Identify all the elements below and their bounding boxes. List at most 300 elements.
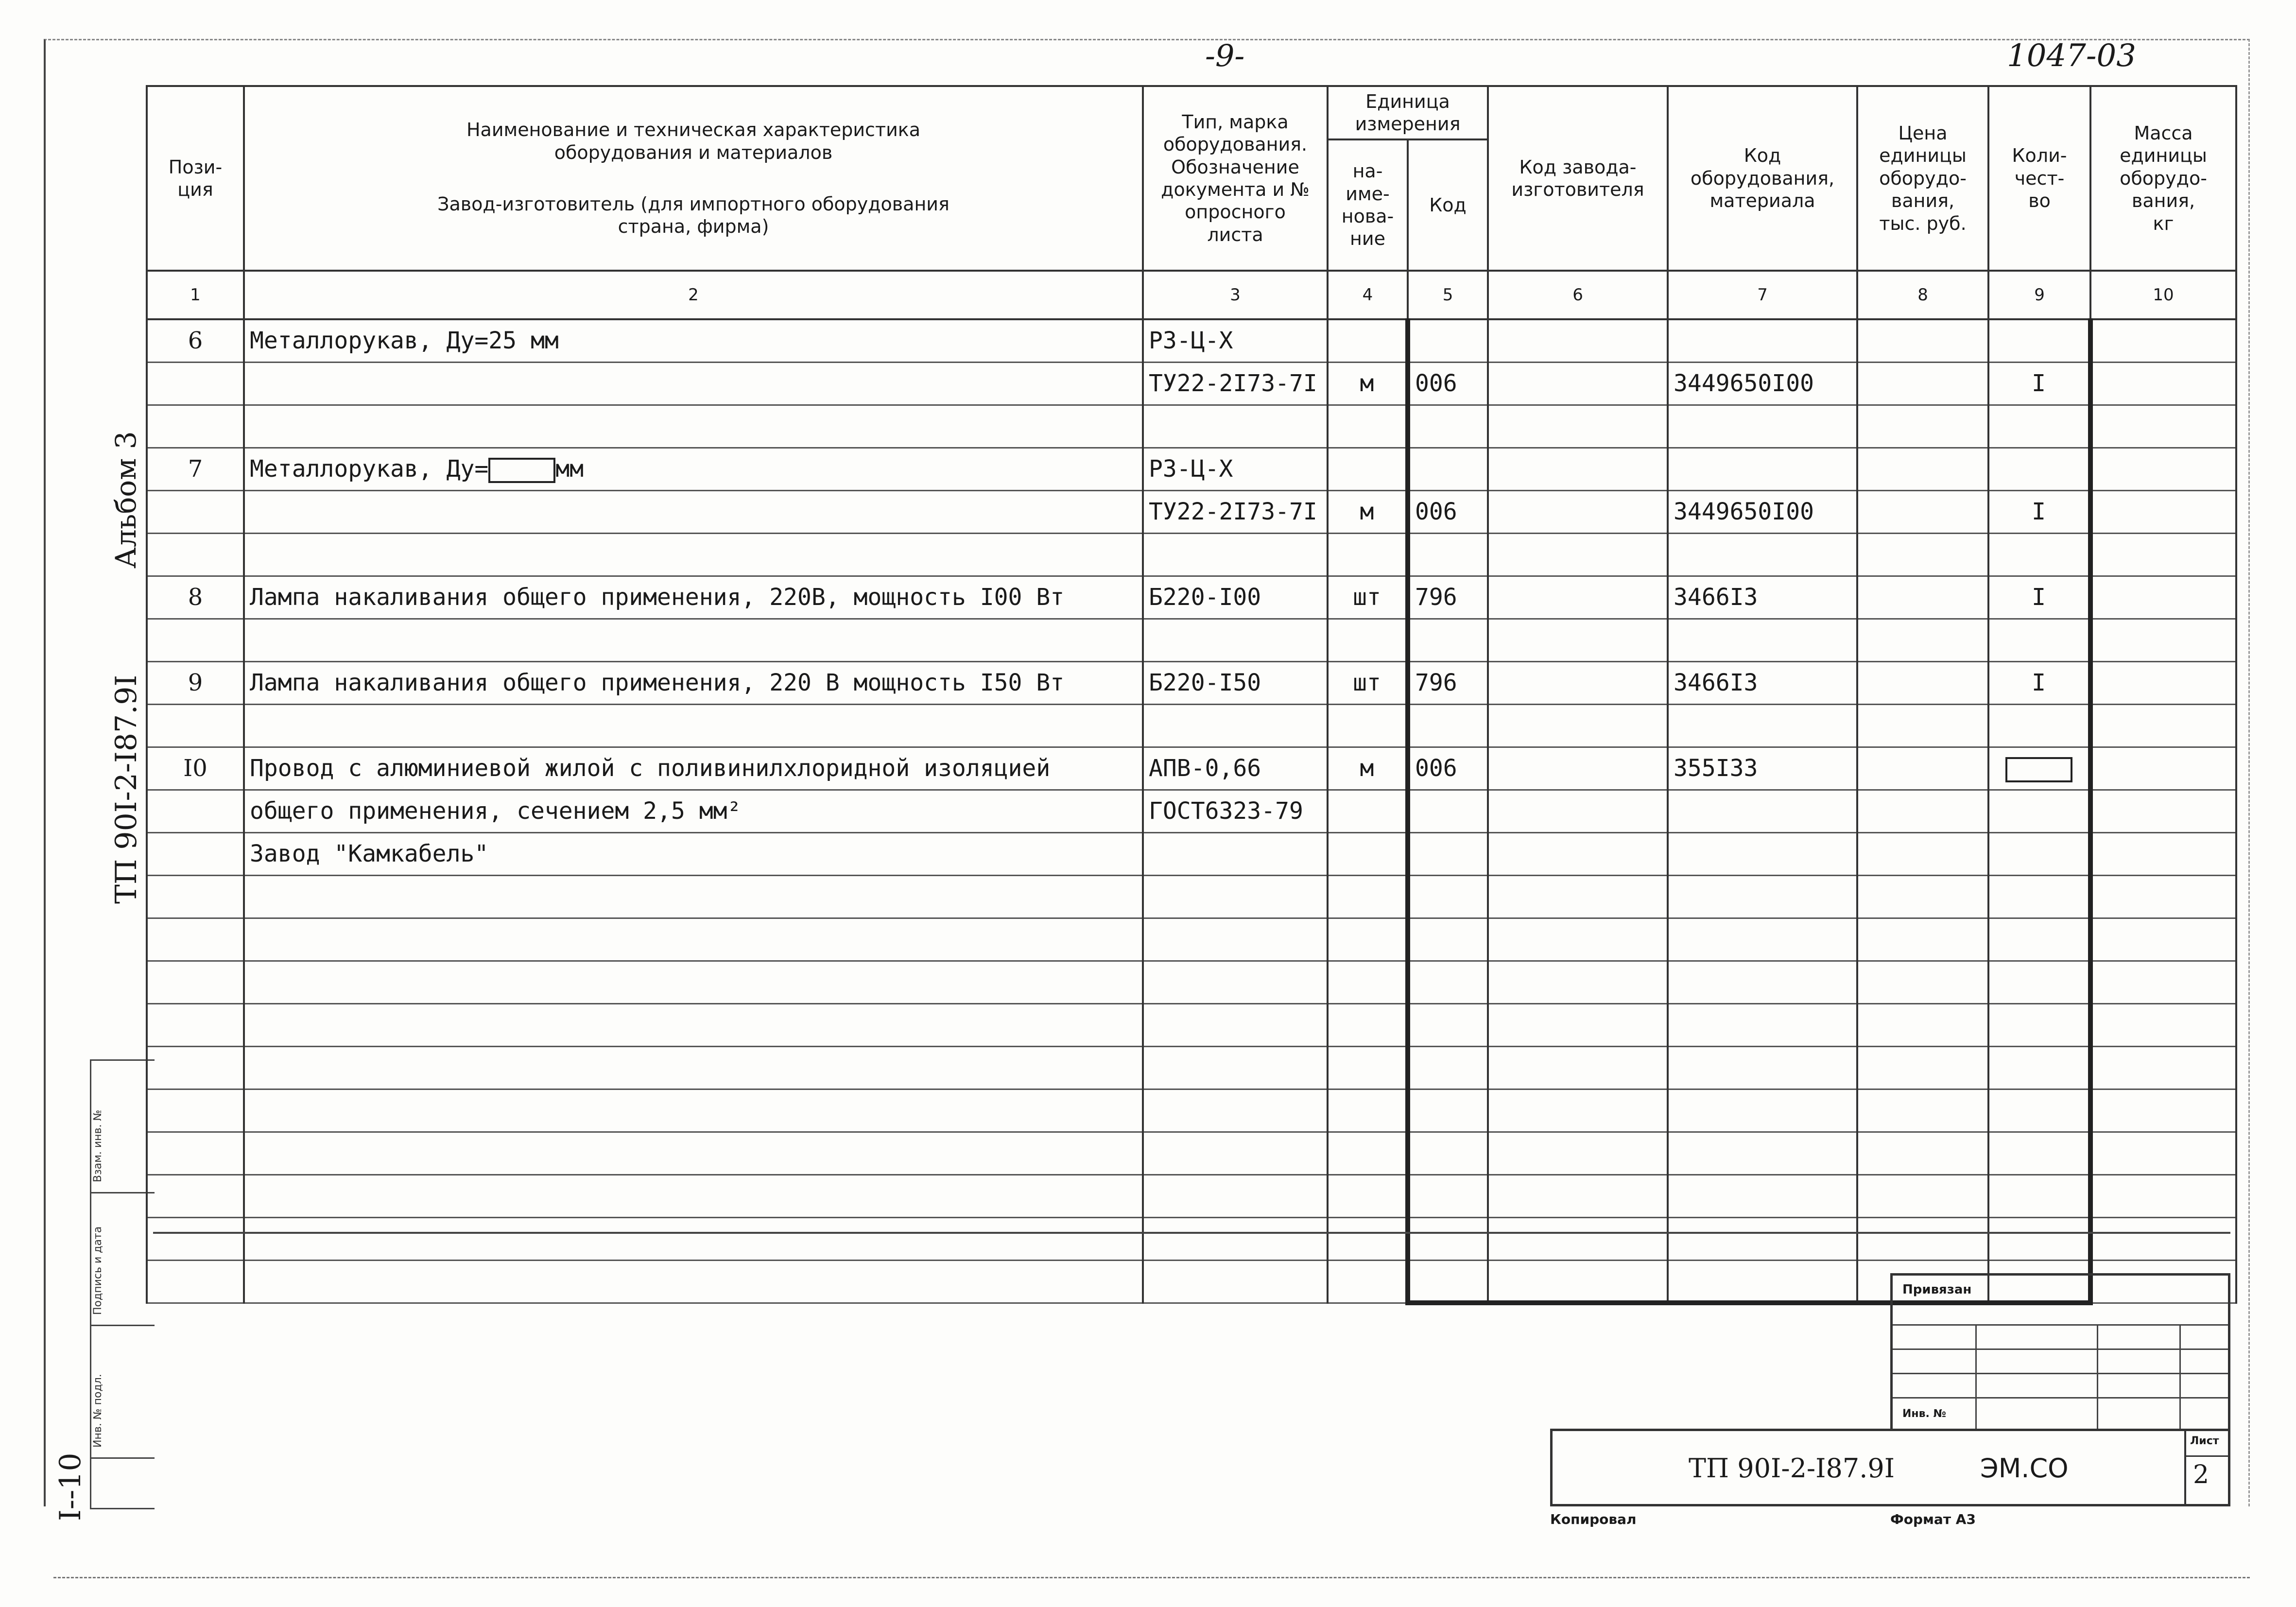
- table-row: [147, 875, 2236, 918]
- cell-position: [147, 1046, 244, 1089]
- col-number-6: 6: [1488, 271, 1668, 319]
- cell-quantity: [1988, 533, 2090, 576]
- cell-equipment-code: 355I33: [1668, 747, 1857, 790]
- cell-name: общего применения, сечением 2,5 мм²: [244, 790, 1143, 832]
- cell-position: [147, 1132, 244, 1175]
- cell-price: [1857, 576, 1988, 619]
- cell-unit-code: [1408, 704, 1488, 747]
- cell-factory-code: [1488, 1046, 1668, 1089]
- cell-factory-code: [1488, 533, 1668, 576]
- blank-value-box: [488, 458, 555, 483]
- cell-quantity: [1988, 1132, 2090, 1175]
- cell-name: [244, 1003, 1143, 1046]
- cell-mass: [2090, 875, 2236, 918]
- cell-name: [244, 448, 1143, 490]
- cell-price: [1857, 319, 1988, 362]
- cell-unit-code: [1408, 875, 1488, 918]
- cell-price: [1857, 875, 1988, 918]
- cell-quantity: [1988, 1003, 2090, 1046]
- cell-name: [244, 1260, 1143, 1303]
- cell-unit: м: [1328, 747, 1408, 790]
- table-row: [147, 1175, 2236, 1217]
- cell-quantity: I: [1988, 576, 2090, 619]
- cell-price: [1857, 1217, 1988, 1260]
- table-row: [147, 533, 2236, 576]
- inventory-label: Инв. №: [1902, 1408, 1947, 1420]
- table-row: [147, 961, 2236, 1003]
- handwritten-doc-code: 1047-03: [2007, 38, 2136, 74]
- cell-factory-code: [1488, 875, 1668, 918]
- cell-mass: [2090, 790, 2236, 832]
- cell-unit: [1328, 1046, 1408, 1089]
- cell-factory-code: [1488, 1217, 1668, 1260]
- cell-factory-code: [1488, 790, 1668, 832]
- cell-unit: [1328, 448, 1408, 490]
- cell-type: [1143, 1003, 1328, 1046]
- cell-name: [244, 918, 1143, 961]
- col-number-9: 9: [1988, 271, 2090, 319]
- col-number-8: 8: [1857, 271, 1988, 319]
- cell-name: [244, 533, 1143, 576]
- cell-position: 8: [147, 576, 244, 619]
- cell-name: Лампа накаливания общего применения, 220 В мощность I50 Вт: [244, 661, 1143, 704]
- cell-price: [1857, 1089, 1988, 1132]
- sheet-number: 2: [2193, 1460, 2210, 1489]
- cell-price: [1857, 405, 1988, 448]
- cell-mass: [2090, 576, 2236, 619]
- cell-mass: [2090, 319, 2236, 362]
- cell-quantity: [1988, 619, 2090, 661]
- cell-type: РЗ-Ц-Х: [1143, 319, 1328, 362]
- cell-equipment-code: [1668, 1003, 1857, 1046]
- header-unit-name: на- име- нова- ние: [1328, 139, 1408, 271]
- cell-type: АПВ-0,66: [1143, 747, 1328, 790]
- cell-unit-code: [1408, 1089, 1488, 1132]
- cell-position: [147, 918, 244, 961]
- cell-name: Металлорукав, Ду=25 мм: [244, 319, 1143, 362]
- side-stamp-columns: [90, 1059, 155, 1509]
- cell-mass: [2090, 661, 2236, 704]
- table-row: [147, 1089, 2236, 1132]
- cell-type: [1143, 1046, 1328, 1089]
- cell-quantity: [1988, 448, 2090, 490]
- title-block: [1550, 1429, 2230, 1506]
- cell-type: РЗ-Ц-Х: [1143, 448, 1328, 490]
- format-label: Формат А3: [1890, 1511, 1976, 1527]
- cell-unit-code: [1408, 319, 1488, 362]
- cell-equipment-code: [1668, 405, 1857, 448]
- cell-position: [147, 362, 244, 405]
- cell-equipment-code: 3449650I00: [1668, 362, 1857, 405]
- cell-price: [1857, 747, 1988, 790]
- cell-mass: [2090, 1175, 2236, 1217]
- cell-position: [147, 875, 244, 918]
- cell-position: [147, 961, 244, 1003]
- cell-factory-code: [1488, 1260, 1668, 1303]
- col-number-2: 2: [244, 271, 1143, 319]
- cell-equipment-code: [1668, 1089, 1857, 1132]
- cell-position: [147, 832, 244, 875]
- blank-quantity-box: [2005, 757, 2072, 782]
- cell-quantity: [1988, 1217, 2090, 1260]
- header-equipment-code: Код оборудования, материала: [1668, 86, 1857, 271]
- cell-equipment-code: [1668, 1260, 1857, 1303]
- bottom-cut-line: [53, 1577, 2250, 1578]
- cell-unit-code: [1408, 619, 1488, 661]
- cell-type: ГОСТ6323-79: [1143, 790, 1328, 832]
- cell-type: [1143, 961, 1328, 1003]
- specification-table: [146, 85, 2237, 1305]
- cell-mass: [2090, 448, 2236, 490]
- table-body: [147, 319, 2236, 1303]
- table-row: [147, 832, 2236, 875]
- cell-unit: [1328, 918, 1408, 961]
- cell-equipment-code: [1668, 704, 1857, 747]
- cell-factory-code: [1488, 448, 1668, 490]
- header-mass: Масса единицы оборудо- вания, кг: [2090, 86, 2236, 271]
- cell-quantity: [1988, 1089, 2090, 1132]
- cell-unit: шт: [1328, 661, 1408, 704]
- cell-unit: [1328, 1260, 1408, 1303]
- table-row: [147, 918, 2236, 961]
- cell-type: ТУ22-2I73-7I: [1143, 490, 1328, 533]
- cell-price: [1857, 918, 1988, 961]
- cell-equipment-code: [1668, 1217, 1857, 1260]
- cell-unit: [1328, 533, 1408, 576]
- cell-factory-code: [1488, 619, 1668, 661]
- cell-factory-code: [1488, 1175, 1668, 1217]
- cell-name: [244, 1132, 1143, 1175]
- cell-name: [244, 704, 1143, 747]
- cell-name: Лампа накаливания общего применения, 220В, мощность I00 Вт: [244, 576, 1143, 619]
- cell-quantity: [1988, 1046, 2090, 1089]
- cell-unit-code: [1408, 961, 1488, 1003]
- cell-price: [1857, 1046, 1988, 1089]
- cell-position: [147, 790, 244, 832]
- cell-unit: [1328, 1003, 1408, 1046]
- cell-quantity: [1988, 319, 2090, 362]
- attachment-block: [1890, 1273, 2230, 1429]
- side-sheet-number: I--10: [53, 1452, 87, 1521]
- cell-factory-code: [1488, 961, 1668, 1003]
- cell-equipment-code: [1668, 832, 1857, 875]
- table-row: [147, 1046, 2236, 1089]
- cell-mass: [2090, 961, 2236, 1003]
- cell-quantity: [1988, 1175, 2090, 1217]
- cell-unit-code: 006: [1408, 362, 1488, 405]
- table-row: [147, 448, 2236, 490]
- cell-equipment-code: [1668, 448, 1857, 490]
- cell-position: [147, 1003, 244, 1046]
- stamp-signature-date-label: Подпись и дата: [92, 1226, 104, 1315]
- header-position: Пози- ция: [147, 86, 244, 271]
- cell-name: [244, 490, 1143, 533]
- cell-position: [147, 1260, 244, 1303]
- cell-position: [147, 405, 244, 448]
- cell-price: [1857, 490, 1988, 533]
- cell-price: [1857, 1132, 1988, 1175]
- cell-unit: [1328, 961, 1408, 1003]
- cell-unit: м: [1328, 362, 1408, 405]
- col-number-5: 5: [1408, 271, 1488, 319]
- table-row: [147, 576, 2236, 619]
- cell-equipment-code: [1668, 1132, 1857, 1175]
- cell-quantity: [1988, 405, 2090, 448]
- table-row: [147, 1132, 2236, 1175]
- cell-unit-code: [1408, 1003, 1488, 1046]
- row7-name-text: Металлорукав, Ду=: [250, 455, 489, 483]
- header-price: Цена единицы оборудо- вания, тыс. руб.: [1857, 86, 1988, 271]
- cell-type: Б220-I50: [1143, 661, 1328, 704]
- cell-unit: [1328, 1175, 1408, 1217]
- cell-equipment-code: [1668, 533, 1857, 576]
- cell-equipment-code: [1668, 790, 1857, 832]
- cell-unit-code: 796: [1408, 661, 1488, 704]
- table-row: [147, 362, 2236, 405]
- cell-quantity: [1988, 875, 2090, 918]
- cell-type: Б220-I00: [1143, 576, 1328, 619]
- cell-quantity: [1988, 704, 2090, 747]
- cell-unit: [1328, 405, 1408, 448]
- cell-factory-code: [1488, 747, 1668, 790]
- cell-type: [1143, 619, 1328, 661]
- cell-position: [147, 533, 244, 576]
- table-row: [147, 790, 2236, 832]
- header-type: Тип, марка оборудования. Обозначение документа и № опросного листа: [1143, 86, 1328, 271]
- cell-name: [244, 1217, 1143, 1260]
- cell-quantity: I: [1988, 362, 2090, 405]
- cell-unit-code: [1408, 405, 1488, 448]
- cell-factory-code: [1488, 576, 1668, 619]
- cell-equipment-code: [1668, 875, 1857, 918]
- cell-equipment-code: [1668, 1046, 1857, 1089]
- col-number-3: 3: [1143, 271, 1328, 319]
- cell-unit: [1328, 790, 1408, 832]
- cell-name: Завод "Камкабель": [244, 832, 1143, 875]
- cell-price: [1857, 619, 1988, 661]
- cell-unit-code: [1408, 448, 1488, 490]
- cell-equipment-code: [1668, 1175, 1857, 1217]
- page-number: -9-: [1205, 38, 1245, 73]
- cell-mass: [2090, 533, 2236, 576]
- cell-quantity: [1988, 832, 2090, 875]
- stamp-divider: [153, 1232, 2230, 1234]
- cell-name: [244, 619, 1143, 661]
- cell-factory-code: [1488, 405, 1668, 448]
- cell-unit-code: 006: [1408, 747, 1488, 790]
- sheet-label: Лист: [2190, 1435, 2219, 1447]
- cell-mass: [2090, 1003, 2236, 1046]
- cell-equipment-code: 3449650I00: [1668, 490, 1857, 533]
- cell-unit-code: [1408, 918, 1488, 961]
- cell-mass: [2090, 619, 2236, 661]
- cell-mass: [2090, 405, 2236, 448]
- cell-position: [147, 704, 244, 747]
- cell-name: [244, 961, 1143, 1003]
- cell-position: [147, 619, 244, 661]
- cell-quantity: [1988, 747, 2090, 790]
- cell-type: [1143, 1217, 1328, 1260]
- cell-mass: [2090, 1217, 2236, 1260]
- cell-price: [1857, 704, 1988, 747]
- cell-price: [1857, 1175, 1988, 1217]
- header-name-line3: Завод-изготовитель (для импортного оборудования: [437, 193, 949, 215]
- cell-equipment-code: 3466I3: [1668, 661, 1857, 704]
- table-row: [147, 1217, 2236, 1260]
- cell-price: [1857, 1003, 1988, 1046]
- cell-unit-code: [1408, 790, 1488, 832]
- cell-unit: [1328, 832, 1408, 875]
- cell-position: I0: [147, 747, 244, 790]
- cell-factory-code: [1488, 490, 1668, 533]
- cell-unit: [1328, 619, 1408, 661]
- cell-unit: м: [1328, 490, 1408, 533]
- cell-unit-code: [1408, 1175, 1488, 1217]
- table-row: [147, 405, 2236, 448]
- table-row: [147, 619, 2236, 661]
- col-number-10: 10: [2090, 271, 2236, 319]
- cell-factory-code: [1488, 1132, 1668, 1175]
- col-number-7: 7: [1668, 271, 1857, 319]
- header-name-line4: страна, фирма): [618, 216, 769, 238]
- cell-type: [1143, 832, 1328, 875]
- cell-name: [244, 1175, 1143, 1217]
- cell-position: [147, 490, 244, 533]
- cell-type: [1143, 1175, 1328, 1217]
- side-project-code: ТП 90I-2-I87.9I: [109, 674, 143, 904]
- cell-unit: [1328, 875, 1408, 918]
- cell-factory-code: [1488, 918, 1668, 961]
- title-doc-code: ТП 90I-2-I87.9I: [1689, 1453, 1895, 1484]
- table-row: [147, 1003, 2236, 1046]
- cell-quantity: I: [1988, 490, 2090, 533]
- col-number-1: 1: [147, 271, 244, 319]
- cell-price: [1857, 362, 1988, 405]
- cell-name: [244, 405, 1143, 448]
- col-number-4: 4: [1328, 271, 1408, 319]
- cell-factory-code: [1488, 1003, 1668, 1046]
- header-unit-code: Код: [1408, 139, 1488, 271]
- cell-price: [1857, 961, 1988, 1003]
- cell-mass: [2090, 1132, 2236, 1175]
- cell-unit: [1328, 319, 1408, 362]
- cell-position: 7: [147, 448, 244, 490]
- header-quantity: Коли- чест- во: [1988, 86, 2090, 271]
- stamp-original-inv-label: Инв. № подл.: [92, 1374, 104, 1448]
- cell-price: [1857, 533, 1988, 576]
- cell-type: [1143, 1089, 1328, 1132]
- cell-unit-code: [1408, 533, 1488, 576]
- stamp-replace-inv-label: Взам. инв. №: [92, 1109, 104, 1182]
- cell-price: [1857, 832, 1988, 875]
- cell-unit-code: [1408, 832, 1488, 875]
- cell-name: Провод с алюминиевой жилой с поливинилхлоридной изоляцией: [244, 747, 1143, 790]
- cell-unit: [1328, 1217, 1408, 1260]
- table-row: [147, 661, 2236, 704]
- cell-name: [244, 1046, 1143, 1089]
- cell-mass: [2090, 1046, 2236, 1089]
- cell-mass: [2090, 747, 2236, 790]
- cell-mass: [2090, 918, 2236, 961]
- cell-price: [1857, 790, 1988, 832]
- cell-type: [1143, 533, 1328, 576]
- cell-quantity: [1988, 790, 2090, 832]
- cell-position: 6: [147, 319, 244, 362]
- table-row: [147, 319, 2236, 362]
- cell-type: [1143, 704, 1328, 747]
- attached-label: Привязан: [1902, 1282, 1972, 1297]
- cell-type: [1143, 405, 1328, 448]
- cell-unit: шт: [1328, 576, 1408, 619]
- cell-type: ТУ22-2I73-7I: [1143, 362, 1328, 405]
- copied-label: Копировал: [1550, 1511, 1637, 1527]
- cell-unit-code: 796: [1408, 576, 1488, 619]
- cell-name: [244, 1089, 1143, 1132]
- table-row: [147, 747, 2236, 790]
- row7-name-unit: мм: [555, 455, 584, 483]
- cell-mass: [2090, 362, 2236, 405]
- cell-quantity: I: [1988, 661, 2090, 704]
- cell-name: [244, 362, 1143, 405]
- cell-mass: [2090, 1089, 2236, 1132]
- cell-unit: [1328, 1132, 1408, 1175]
- cell-equipment-code: [1668, 918, 1857, 961]
- cell-quantity: [1988, 918, 2090, 961]
- cell-factory-code: [1488, 704, 1668, 747]
- cell-equipment-code: [1668, 319, 1857, 362]
- cell-price: [1857, 661, 1988, 704]
- cell-unit-code: [1408, 1046, 1488, 1089]
- cell-factory-code: [1488, 832, 1668, 875]
- cell-position: [147, 1217, 244, 1260]
- cell-unit-code: [1408, 1260, 1488, 1303]
- cell-factory-code: [1488, 1089, 1668, 1132]
- header-name-line2: оборудования и материалов: [554, 141, 833, 163]
- cell-position: 9: [147, 661, 244, 704]
- header-unit-group: Единица измерения: [1328, 86, 1488, 139]
- cell-factory-code: [1488, 362, 1668, 405]
- header-name-line1: Наименование и техническая характеристика: [466, 119, 921, 141]
- table-row: [147, 490, 2236, 533]
- cell-type: [1143, 1132, 1328, 1175]
- cell-quantity: [1988, 961, 2090, 1003]
- cell-type: [1143, 918, 1328, 961]
- cell-mass: [2090, 832, 2236, 875]
- cell-mass: [2090, 704, 2236, 747]
- cell-equipment-code: [1668, 619, 1857, 661]
- cell-mass: [2090, 490, 2236, 533]
- cell-price: [1857, 448, 1988, 490]
- header-name: [244, 86, 1143, 271]
- cell-position: [147, 1089, 244, 1132]
- cell-name: [244, 875, 1143, 918]
- cell-equipment-code: 3466I3: [1668, 576, 1857, 619]
- header-factory-code: Код завода- изготовителя: [1488, 86, 1668, 271]
- cell-type: [1143, 1260, 1328, 1303]
- cell-type: [1143, 875, 1328, 918]
- cell-unit: [1328, 1089, 1408, 1132]
- album-label: Альбом 3: [109, 431, 142, 569]
- cell-unit-code: [1408, 1217, 1488, 1260]
- cell-unit-code: [1408, 1132, 1488, 1175]
- table-row: [147, 704, 2236, 747]
- cell-unit-code: 006: [1408, 490, 1488, 533]
- cell-position: [147, 1175, 244, 1217]
- cell-factory-code: [1488, 661, 1668, 704]
- title-doc-suffix: ЭМ.СО: [1980, 1453, 2069, 1484]
- cell-equipment-code: [1668, 961, 1857, 1003]
- cell-factory-code: [1488, 319, 1668, 362]
